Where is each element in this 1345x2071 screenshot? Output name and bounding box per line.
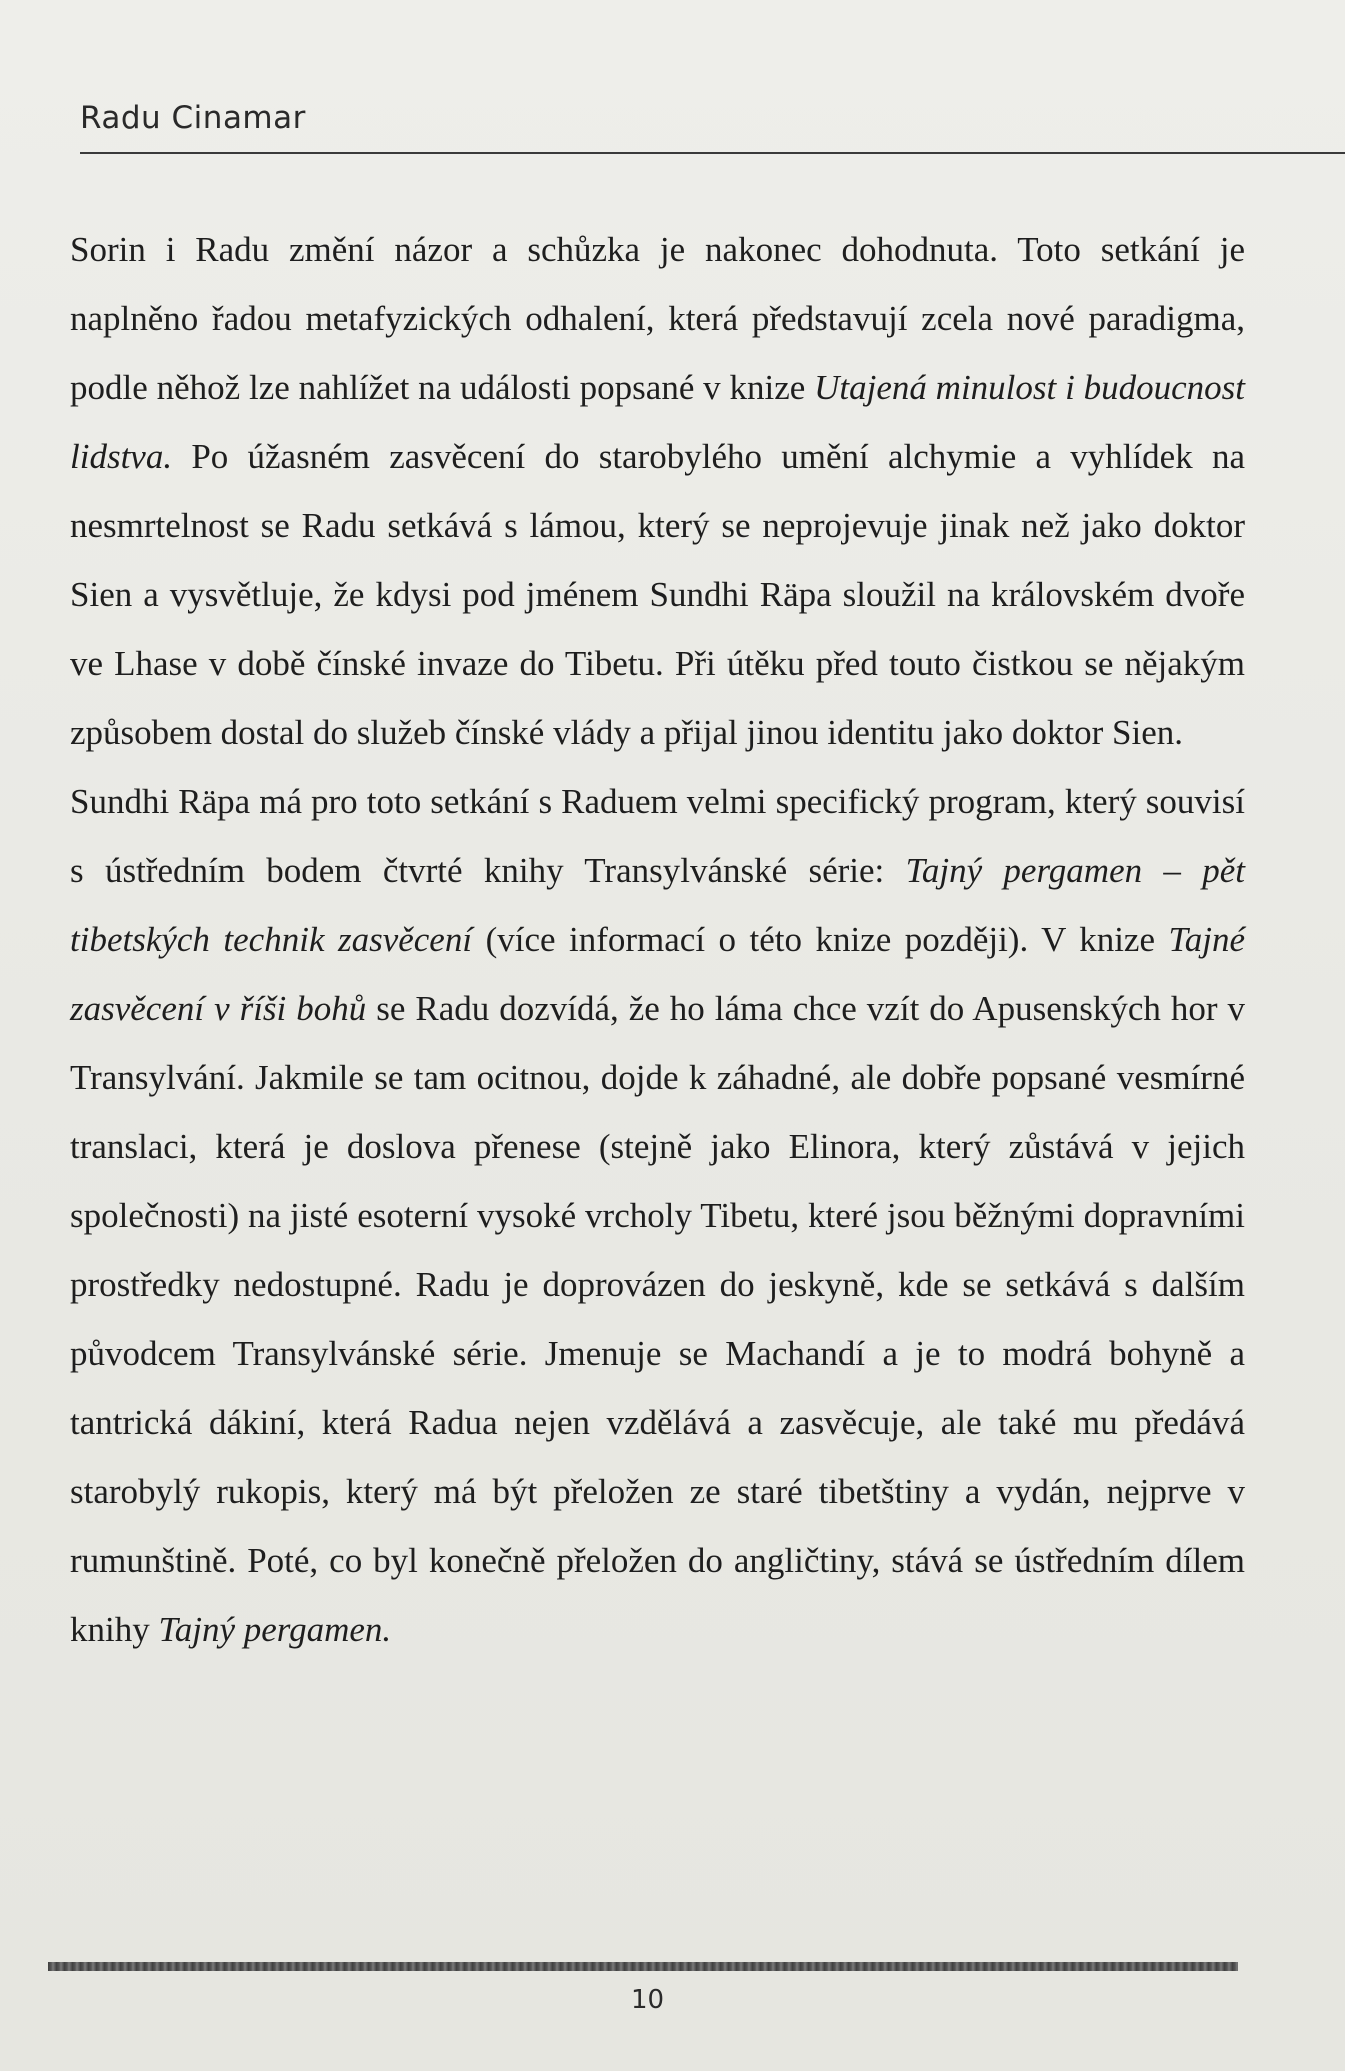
body-text xyxy=(70,215,1245,1664)
book-title-tajne-zasveceni: Tajné zasvěcení v říši bohů xyxy=(70,920,1245,1028)
book-title-tajny-pergamen: Tajný pergamen. xyxy=(158,1610,392,1649)
book-title-utajena-minulost: Utajená minulost i budoucnost lidstva. xyxy=(70,368,1245,476)
page-number: 10 xyxy=(630,1985,665,2015)
paragraph-1-text-1: Sorin i Radu změní názor a schůzka je nakonec dohodnuta. Toto setkání je naplněno řadou metafyzických odhalení, která představují zcela nové paradigma, podle něhož lze nahlížet na události popsané v knize xyxy=(70,230,1245,407)
paragraph-2-text-1: Sundhi Räpa má pro toto setkání s Raduem velmi specifický program, který souvisí s ústředním bodem čtvrté knihy Transylvánské série: xyxy=(70,782,1245,890)
footer-rule xyxy=(48,1962,1238,1971)
paragraph-2-text-2: (více informací o této knize později). V knize xyxy=(472,920,1169,959)
paragraph-1-text-2: Po úžasném zasvěcení do starobylého umění alchymie a vyhlídek na nesmrtelnost se Radu setkává s lámou, který se neprojevuje jinak než jako doktor Sien a vysvětluje, že kdysi pod jménem Sundhi Räpa sloužil na královském dvoře ve Lhase v době čínské invaze do Tibetu. Při útěku před touto čistkou se nějakým způsobem dostal do služeb čínské vlády a přijal jinou identitu jako doktor Sien. xyxy=(70,437,1245,752)
book-title-tajny-pergamen-full: Tajný pergamen – pět tibetských technik zasvěcení xyxy=(70,851,1246,959)
header-rule xyxy=(80,152,1345,154)
running-header-author: Radu Cinamar xyxy=(80,100,306,136)
paragraph-2-text-3: se Radu dozvídá, že ho láma chce vzít do Apusenských hor v Transylvání. Jakmile se tam ocitnou, dojde k záhadné, ale dobře popsané vesmírné translaci, která je doslova přenese (stejně jako Elinora, který zůstává v jejich společnosti) na jisté esoterní vysoké vrcholy Tibetu, které jsou běžnými dopravními prostředky nedostupné. Radu je doprovázen do jeskyně, kde se setkává s dalším původcem Transylvánské série. Jmenuje se Machandí a je to modrá bohyně a tantrická dákiní, která Radua nejen vzdělává a zasvěcuje, ale také mu předává starobylý rukopis, který má být přeložen ze staré tibetštiny a vydán, nejprve v rumunštině. Poté, co byl konečně přeložen do angličtiny, stává se ústředním dílem knihy xyxy=(70,989,1245,1649)
paragraph-2 xyxy=(70,767,1245,1664)
paragraph-1 xyxy=(70,215,1245,767)
